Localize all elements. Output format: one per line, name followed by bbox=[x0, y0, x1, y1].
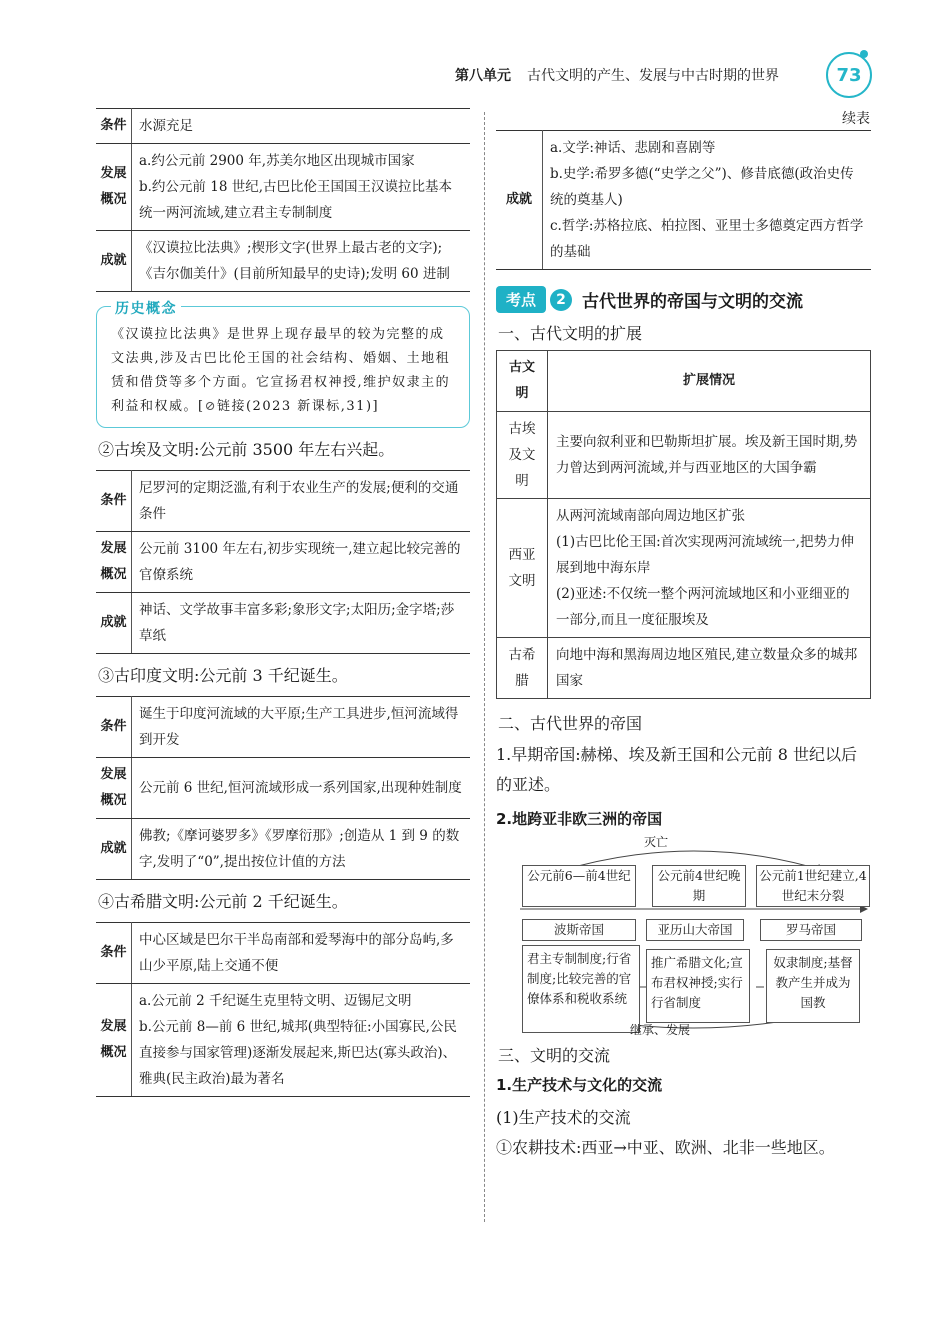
row-label: 条件 bbox=[96, 923, 132, 984]
table-row bbox=[96, 593, 470, 654]
col-header: 扩展情况 bbox=[548, 351, 871, 412]
period-box: 公元前4世纪晚期 bbox=[652, 865, 746, 907]
kaodian-badge: 考点 bbox=[496, 286, 546, 313]
table-row bbox=[497, 499, 871, 638]
mesopotamia-table bbox=[96, 108, 470, 292]
empire-diagram bbox=[520, 835, 868, 1037]
kaodian-title: 古代世界的帝国与文明的交流 bbox=[582, 292, 804, 312]
table-row bbox=[497, 412, 871, 499]
row-content: a.文学:神话、悲剧和喜剧等 b.史学:希罗多德(“史学之父”)、修昔底德(政治史传统的奠基人) c.哲学:苏格拉底、柏拉图、亚里士多德奠定西方哲学的基础 bbox=[543, 131, 872, 270]
period-box: 公元前1世纪建立,4世纪末分裂 bbox=[756, 865, 870, 907]
empire-box: 亚历山大帝国 bbox=[646, 919, 744, 941]
row-label: 发展概况 bbox=[96, 984, 132, 1097]
table-row bbox=[96, 471, 470, 532]
farming-text: ①农耕技术:西亚→中亚、欧洲、北非一些地区。 bbox=[496, 1138, 835, 1157]
left-column bbox=[96, 108, 470, 1097]
table-row bbox=[497, 638, 871, 699]
unit-label: 第八单元 bbox=[455, 68, 511, 84]
row-content: 《汉谟拉比法典》;楔形文字(世界上最古老的文字);《吉尔伽美什》(目前所知最早的史诗);发明 60 进制 bbox=[132, 231, 471, 292]
concept-link[interactable]: 链接(2023 新课标,31)] bbox=[216, 399, 380, 414]
content-cell: 向地中海和黑海周边地区殖民,建立数量众多的城邦国家 bbox=[548, 638, 871, 699]
table-row bbox=[96, 109, 470, 144]
empire-box: 罗马帝国 bbox=[760, 919, 862, 941]
row-content: 佛教;《摩诃婆罗多》《罗摩衍那》;创造从 1 到 9 的数字,发明了“0”,提出按位计值的方法 bbox=[132, 819, 471, 880]
cross-empire-title: 2.地跨亚非欧三洲的帝国 bbox=[496, 810, 663, 828]
content-cell: 从两河流域南部向周边地区扩张 (1)古巴比伦王国:首次实现两河流域统一,把势力伸展到地中海东岸 (2)亚述:不仅统一整个两河流域地区和小亚细亚的一部分,而且一度征服埃及 bbox=[548, 499, 871, 638]
egypt-title: ②古埃及文明:公元前 3500 年左右兴起。 bbox=[98, 440, 395, 459]
row-label: 条件 bbox=[96, 697, 132, 758]
table-row bbox=[96, 697, 470, 758]
table-row bbox=[96, 532, 470, 593]
kaodian-heading bbox=[496, 286, 871, 313]
row-label: 成就 bbox=[96, 231, 132, 292]
row-label: 条件 bbox=[96, 109, 132, 144]
exchange-sub: (1)生产技术的交流 bbox=[496, 1108, 631, 1127]
row-label: 成就 bbox=[96, 593, 132, 654]
early-empire-text: 1.早期帝国:赫梯、埃及新王国和公元前 8 世纪以后的亚述。 bbox=[496, 745, 858, 794]
feature-box: 奴隶制度;基督教产生并成为国教 bbox=[766, 949, 860, 1023]
content-cell: 主要向叙利亚和巴勒斯坦扩展。埃及新王国时期,势力曾达到两河流域,并与西亚地区的大国争霸 bbox=[548, 412, 871, 499]
section-exchange-title: 三、文明的交流 bbox=[498, 1046, 611, 1065]
table-row bbox=[96, 819, 470, 880]
column-divider bbox=[484, 112, 485, 1222]
table-row bbox=[96, 758, 470, 819]
table-row bbox=[496, 131, 871, 270]
feature-box: 君主专制制度;行省制度;比较完善的官僚体系和税收系统 bbox=[522, 945, 640, 1033]
diagram-bottom-label: 继承、发展 bbox=[630, 1023, 691, 1037]
table-row bbox=[96, 923, 470, 984]
greece-title: ④古希腊文明:公元前 2 千纪诞生。 bbox=[98, 892, 348, 911]
table-row bbox=[96, 144, 470, 231]
civ-cell: 古埃及文明 bbox=[497, 412, 548, 499]
concept-tag: 历史概念 bbox=[111, 297, 181, 321]
row-content: 神话、文学故事丰富多彩;象形文字;太阳历;金字塔;莎草纸 bbox=[132, 593, 471, 654]
history-concept-box: 历史概念 《汉谟拉比法典》是世界上现存最早的较为完整的成文法典,涉及古巴比伦王国的社会结构、婚姻、土地租赁和借贷等多个方面。它宣扬君权神授,维护奴隶主的利益和权威。[⊘链接(2023 新课标,31)] bbox=[96, 306, 470, 428]
row-label: 发展概况 bbox=[96, 758, 132, 819]
empire-box: 波斯帝国 bbox=[522, 919, 636, 941]
civ-cell: 西亚文明 bbox=[497, 499, 548, 638]
row-label: 成就 bbox=[496, 131, 543, 270]
continued-label: 续表 bbox=[842, 111, 870, 127]
section-empire-title: 二、古代世界的帝国 bbox=[498, 714, 643, 733]
row-content: 公元前 3100 年左右,初步实现统一,建立起比较完善的官僚系统 bbox=[132, 532, 471, 593]
greece-table bbox=[96, 922, 470, 1097]
egypt-table bbox=[96, 470, 470, 654]
kaodian-number: 2 bbox=[550, 289, 572, 311]
india-title: ③古印度文明:公元前 3 千纪诞生。 bbox=[98, 666, 348, 685]
expand-table bbox=[496, 350, 871, 699]
row-content: a.约公元前 2900 年,苏美尔地区出现城市国家 b.约公元前 18 世纪,古巴比伦王国国王汉谟拉比基本统一两河流域,建立君主专制制度 bbox=[132, 144, 471, 231]
row-content: 公元前 6 世纪,恒河流域形成一系列国家,出现种姓制度 bbox=[132, 758, 471, 819]
row-content: 中心区域是巴尔干半岛南部和爱琴海中的部分岛屿,多山少平原,陆上交通不便 bbox=[132, 923, 471, 984]
page-header bbox=[455, 60, 875, 90]
row-content: 水源充足 bbox=[132, 109, 471, 144]
row-label: 条件 bbox=[96, 471, 132, 532]
row-content: a.公元前 2 千纪诞生克里特文明、迈锡尼文明 b.公元前 8—前 6 世纪,城邦(典型特征:小国寡民,公民直接参与国家管理)逐渐发展起来,斯巴达(寡头政治)、雅典(民主政治)最为著名 bbox=[132, 984, 471, 1097]
diagram-top-label: 灭亡 bbox=[644, 835, 669, 849]
row-content: 尼罗河的定期泛滥,有利于农业生产的发展;便利的交通条件 bbox=[132, 471, 471, 532]
greece-table-continued bbox=[496, 130, 871, 270]
page-number: 73 bbox=[826, 52, 872, 98]
row-content: 诞生于印度河流域的大平原;生产工具进步,恒河流域得到开发 bbox=[132, 697, 471, 758]
feature-box: 推广希腊文化;宣布君权神授;实行行省制度 bbox=[646, 949, 750, 1023]
section-expand-title: 一、古代文明的扩展 bbox=[498, 324, 643, 343]
civ-cell: 古希腊 bbox=[497, 638, 548, 699]
table-row bbox=[96, 231, 470, 292]
table-row bbox=[96, 984, 470, 1097]
col-header: 古文明 bbox=[497, 351, 548, 412]
right-column bbox=[496, 130, 871, 1163]
row-label: 发展概况 bbox=[96, 532, 132, 593]
unit-title: 古代文明的产生、发展与中古时期的世界 bbox=[527, 68, 779, 84]
table-header-row bbox=[497, 351, 871, 412]
period-box: 公元前6—前4世纪 bbox=[522, 865, 636, 907]
row-label: 发展概况 bbox=[96, 144, 132, 231]
page-number-dot bbox=[860, 50, 868, 58]
exchange-heading: 1.生产技术与文化的交流 bbox=[496, 1076, 663, 1094]
india-table bbox=[96, 696, 470, 880]
concept-text: 《汉谟拉比法典》是世界上现存最早的较为完整的成文法典,涉及古巴比伦王国的社会结构、婚姻、土地租赁和借贷等多个方面。它宣扬君权神授,维护奴隶主的利益和权威。[ bbox=[111, 327, 451, 414]
row-label: 成就 bbox=[96, 819, 132, 880]
